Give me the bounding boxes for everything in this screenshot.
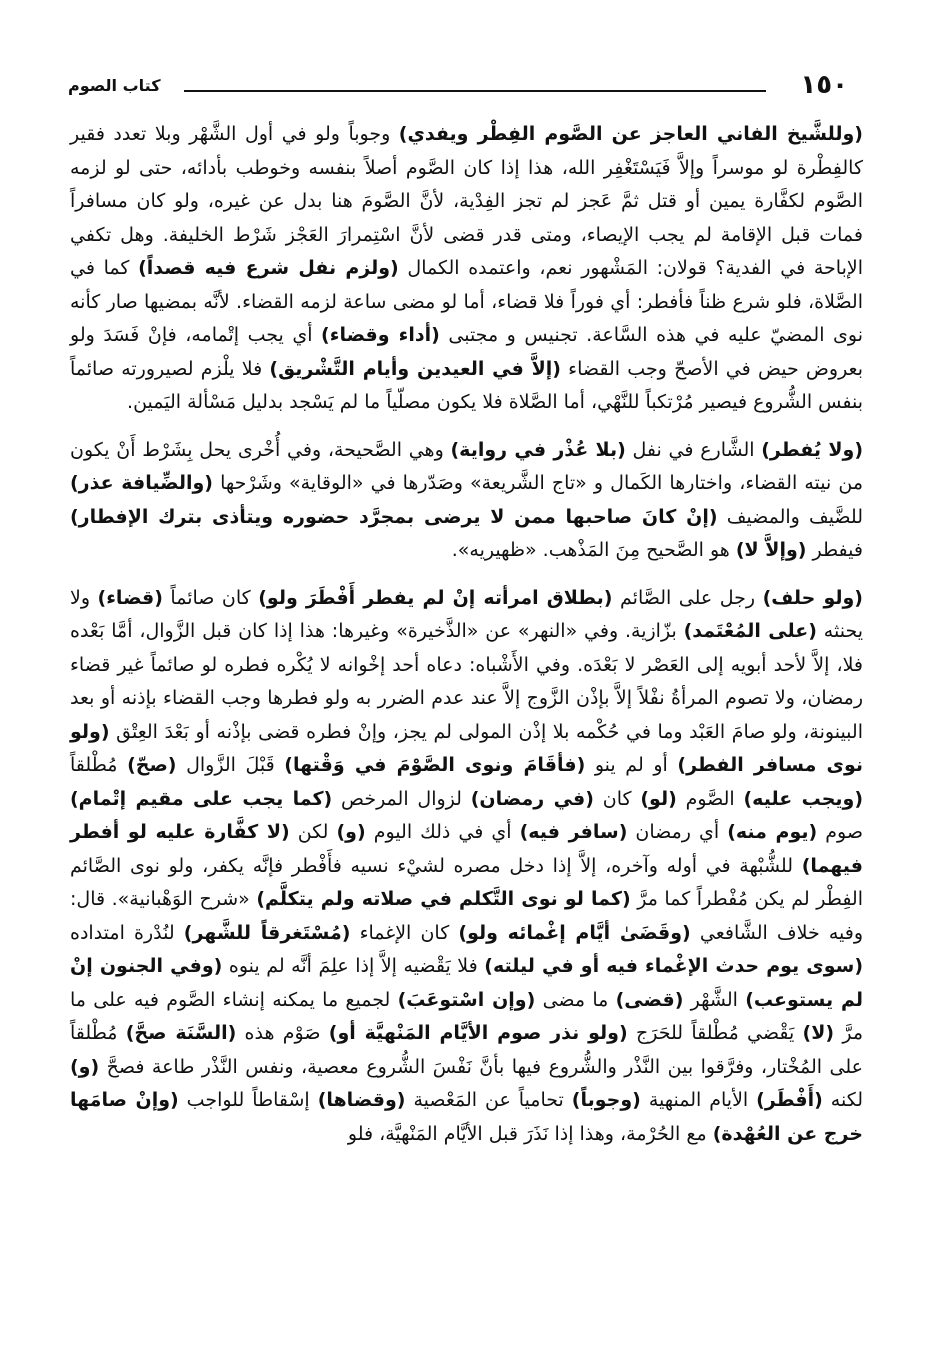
matn-text: (لا كفَّارة عليه لو أفطر فيهما) [70, 821, 863, 877]
sharh-text: أي في ذلك اليوم [365, 821, 520, 843]
paragraph [70, 582, 863, 1152]
sharh-text: الشَّهْر [683, 988, 746, 1011]
matn-text: (وإنْ صامَها خرج عن العُهْدة) [70, 1089, 863, 1145]
sharh-text: مُطْلقاً [70, 754, 128, 776]
sharh-text: أي يجب إتْمامه، فإنْ فَسَدَ ولو بعروض حيض في الأصحّ وجب القضاء [70, 324, 864, 380]
matn-text: (ويجب عليه) [743, 787, 864, 810]
sharh-text: يَقْضي مُطْلقاً للحَرَج [627, 1022, 803, 1044]
sharh-text: فلا يلْزم لصيرورته صائماً بنفس الشُّروع فيصير مُرْتكباً للنَّهْي، أما الصَّلاة فلا يكون مصلّياً ما لم يَسْجد بدليل مَسْألة اليَمين. [70, 357, 863, 413]
matn-text: (بلا عُذْر في رواية) [450, 438, 626, 461]
matn-text: (أداء وقضاء) [321, 324, 440, 346]
matn-text: (وفي الجنون إنْ لم يستوعب) [70, 955, 864, 1011]
sharh-text: هو الصَّحيح مِنَ المَذْهب. «ظهيريه». [451, 539, 736, 561]
sharh-text: كان [593, 787, 641, 810]
matn-text: (ولو نوى مسافر الفطر) [70, 720, 864, 776]
sharh-text: أي رمضان [627, 821, 728, 843]
sharh-text: أو لم ينو [585, 754, 678, 776]
matn-text: (وإلاَّ لا) [735, 539, 807, 561]
sharh-text: لزوال المرخص [332, 787, 471, 810]
matn-text: (يوم منه) [727, 821, 818, 843]
page-number: ١٥٠ [800, 70, 848, 100]
matn-text: (وجوباً) [571, 1089, 641, 1111]
sharh-text: تحامياً عن المَعْصية [405, 1089, 572, 1111]
matn-text: (و) [70, 1055, 100, 1078]
sharh-text: «شرح الوَهْبانية». قال: وفيه خلاف الشَّافعي [70, 888, 864, 944]
matn-text: (قضاء) [97, 586, 163, 609]
page-body [70, 118, 863, 1151]
sharh-text: الشَّارع في نفل [625, 438, 762, 461]
matn-text: (وقضاها) [317, 1089, 406, 1111]
matn-text: (سافر فيه) [519, 821, 628, 843]
sharh-text: الصَّوم [676, 787, 744, 810]
sharh-text: فيفطر [806, 539, 863, 561]
matn-text: (بطلاق امرأته إنْ لم يفطر أَفْطَرَ ولو) [258, 586, 613, 609]
matn-text: (وإن اسْتوعَبَ) [397, 988, 536, 1011]
sharh-text: لكن [289, 821, 337, 843]
matn-text: (لو) [640, 787, 677, 810]
matn-text: (في رمضان) [470, 787, 594, 810]
sharh-text: بزّازية. وفي «النهر» عن «الذَّخيرة» وغيرها: هذا إذا كان قبل الزَّوال، أمَّا بَعْده فلا، إلاَّ لأحد أبويه إلى العَصْر لا بَعْدَه. وفي الأَشْباه: دعاه أحد إخْوانه لا يُكْره فطره لو صائماً غير قضاء رمضان، ولا تصوم المرأةُ نفْلاً إلاَّ بإذْن الزَّوج إلاَّ عند عدم الضرر به ولو فطرها وجب القضاء بإذنه أو بعد البينونة، ولو صامَ العَبْد وما في حُكْمه بلا إذْن المولى لم يجز، وإنْ فطره قضى بإذْنه أو بَعْدَ العِتْق [70, 620, 863, 743]
sharh-text: إسْقاطاً للواجب [178, 1089, 318, 1111]
header-rule [184, 90, 766, 92]
book-title: كتاب الصوم [68, 76, 161, 95]
matn-text: (قضى) [615, 988, 684, 1011]
matn-text: (ولا يُفطر) [761, 438, 864, 461]
sharh-text: فلا يَقْضيه إلاَّ إذا علِمَ أنَّه لم ينوه [222, 955, 485, 977]
sharh-text: صَوْم هذه [236, 1022, 329, 1044]
matn-text: (صحّ) [127, 754, 177, 776]
matn-text: (أَفْطَر) [756, 1089, 823, 1111]
matn-text: (لا) [802, 1022, 835, 1044]
sharh-text: وجوباً ولو في أول الشَّهْر وبلا تعدد فقير كالفِطْرة لو موسراً وإلاَّ فَيَسْتَغْفِر الله، هذا إذا كان الصَّوم أصلاً بنفسه وخوطب بأدائه، حتى لو لزمه الصَّوم لكفَّارة يمين أو قتل ثمَّ عَجز لم تجز الفِدْية، لأنَّ الصَّومَ هنا بدل عن غيره، ولو كان مسافراً فمات قبل الإقامة لم يجب الإيصاء، ومتى قدر قضى لأنَّ اسْتِمرارَ العَجْز شَرْط الخليفة. وهل تكفي الإباحة في الفدية؟ قولان: المَشْهور نعم، واعتمده الكمال [70, 123, 863, 279]
sharh-text: قَبْلَ الزَّوال [176, 754, 285, 776]
matn-text: (و) [336, 821, 366, 843]
matn-text: (السَّنَة صحَّ) [125, 1022, 237, 1044]
matn-text: (كما لو نوى التَّكلم في صلاته ولم يتكلَّم) [256, 888, 631, 910]
matn-text: (إنْ كانَ صاحبها ممن لا يرضى بمجرَّد حضوره ويتأذى بترك الإفطار) [70, 505, 718, 528]
sharh-text: كان صائماً [162, 586, 259, 609]
sharh-text: لنُدْرة امتداده [70, 921, 184, 944]
page-header [68, 68, 848, 104]
matn-text: (ولزم نفل شرع فيه قصداً) [138, 257, 399, 279]
matn-text: (والضِّيافة عذر) [70, 472, 213, 494]
sharh-text: مُطْلقاً على المُخْتار، وفرَّقوا بين النَّذْر والشُّروع فيها بأنَّ نَفْسَ الشُّروع معصية، ونفس النَّذْر طاعة فصحَّ [70, 1022, 863, 1078]
matn-text: (ولو حلف) [762, 586, 863, 609]
sharh-text: الأيام المنهية [640, 1089, 757, 1111]
sharh-text: كان الإغماء [350, 921, 459, 944]
sharh-text: كما في الصَّلاة، فلو شرع ظناً فأفطر: أي فوراً فلا قضاء، أما لو مضى ساعة لزمه القضاء. لأنَّه بمضيها صار كأنه نوى المضيّ عليه في هذه السَّاعة. تجنيس و مجتبى [70, 257, 863, 346]
matn-text: (مُسْتَغرقاً للشَّهر) [183, 921, 351, 944]
sharh-text: لجميع ما يمكنه إنشاء الصَّوم فيه على ما مرَّ [70, 988, 864, 1044]
sharh-text: ولا يحنثه [70, 586, 863, 642]
paragraph [70, 118, 863, 420]
sharh-text: لكنه [822, 1089, 863, 1111]
matn-text: (وللشَّيخ الفاني العاجز عن الصَّوم الفِطْر ويفدي) [398, 123, 863, 145]
matn-text: (فأقَامَ ونوى الصَّوْمَ في وَقْتها) [284, 754, 586, 776]
sharh-text: مع الحُرْمة، وهذا إذا نَذَرَ قبل الأيَّام المَنْهيَّة، فلو [347, 1122, 713, 1145]
matn-text: (على المُعْتَمد) [683, 620, 817, 642]
paragraph [70, 434, 863, 568]
matn-text: (وقَضَىٰ أيَّام إغْمائه ولو) [458, 921, 691, 944]
sharh-text: ما مضى [535, 988, 616, 1011]
matn-text: (إلاَّ في العيدين وأيام التَّشْريق) [269, 357, 561, 380]
matn-text: (سوى يوم حدث الإغْماء فيه أو في ليلته) [484, 955, 863, 977]
matn-text: (كما يجب على مقيم إتْمام) [70, 787, 333, 810]
sharh-text: صوم [817, 821, 863, 843]
sharh-text: للضَّيف والمضيف [717, 505, 863, 528]
matn-text: (ولو نذر صوم الأيَّام المَنْهيَّة أو) [328, 1022, 628, 1044]
sharh-text: للشُّبْهة في أوله وآخره، إلاَّ إذا دخل مصره لشيْء نسيه فأَفْطر فإنَّه يكفر، ولو نوى الصَّائم الفِطْر لم يكن مُفْطراً كما مرَّ [70, 854, 863, 910]
sharh-text: وهي الصَّحيحة، وفي أُخْرى يحل بِشَرْط أَنْ يكون من نيته القضاء، واختارها الكَمال و «تاج الشَّريعة» وصَدّرها في «الوقاية» وشَرْحها [70, 438, 864, 494]
sharh-text: رجل على الصَّائم [612, 586, 763, 609]
